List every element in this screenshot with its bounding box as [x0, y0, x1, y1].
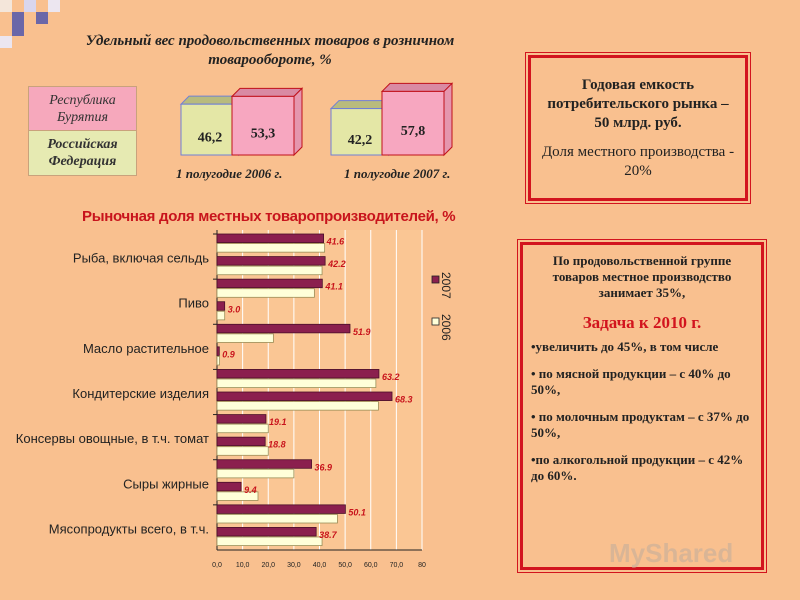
x-tick-label: 50,0: [338, 562, 352, 569]
x-tick-label: 80: [418, 562, 426, 569]
category-label: Сыры жирные: [123, 476, 209, 492]
bar-value-label: 51.9: [352, 326, 371, 337]
bar-2007: [217, 347, 219, 356]
market-capacity-text: Годовая емкость потребительского рынка – 50 млрд. руб.: [547, 77, 729, 131]
bar-2007: [217, 437, 265, 446]
bar-2006: [217, 537, 322, 546]
legend-label-2007: 2007: [439, 272, 453, 299]
category-label: Рыба, включая сельдь: [72, 250, 209, 266]
bar-2007: [217, 302, 225, 311]
period-2006-label: 1 полугодие 2006 г.: [176, 166, 283, 181]
x-tick-label: 60,0: [363, 562, 378, 569]
task-title: Задача к 2010 г.: [582, 313, 702, 332]
bar-value-label: 19.1: [268, 417, 287, 428]
bar-2007: [217, 324, 350, 333]
task-intro: По продовольственной группе товаров местное производство занимает 35%,: [552, 253, 732, 300]
bar-2006: [217, 266, 322, 275]
bar-2006: [217, 311, 225, 320]
bar-2007: [217, 482, 241, 491]
task-item: • по мясной продукции – с 40% до 50%,: [531, 366, 731, 397]
x-tick-label: 70,0: [389, 562, 404, 569]
category-label: Пиво: [178, 295, 209, 311]
top-bar-top-face: [382, 83, 452, 91]
top-bar-label: 53,3: [250, 126, 276, 142]
bar-value-label: 38.7: [319, 530, 337, 541]
category-label: Консервы овощные, в т.ч. томат: [15, 431, 209, 447]
top-bar: [382, 91, 444, 155]
x-tick-label: 30,0: [287, 562, 301, 569]
top-bar-label: 57,8: [400, 124, 426, 140]
bar-2007: [217, 415, 266, 424]
bar-2006: [217, 244, 325, 253]
legend-buryatia: Республика Бурятия: [28, 86, 137, 131]
bar-2006: [217, 356, 220, 365]
bar-2007: [217, 257, 325, 266]
bar-value-label: 42.2: [328, 259, 346, 270]
bar-2007: [217, 279, 322, 288]
top-bar: [331, 109, 389, 155]
bar-2006: [217, 424, 268, 433]
top-chart-title: Удельный вес продовольственных товаров в розничном товарообороте, %: [85, 33, 455, 68]
top-bar: [232, 96, 294, 155]
task-item: •увеличить до 45%, в том числе: [531, 339, 719, 354]
period-2007-label: 1 полугодие 2007 г.: [344, 166, 451, 181]
bar-2006: [217, 402, 378, 411]
main-chart-title: Рыночная доля местных товаропроизводителей, %: [82, 208, 456, 225]
x-tick-label: 20,0: [261, 562, 276, 569]
bar-2007: [217, 505, 345, 514]
top-bar-label: 42,2: [347, 132, 373, 148]
x-tick-label: 10,0: [235, 562, 250, 569]
bar-2006: [217, 334, 273, 343]
watermark: MyShared: [609, 538, 734, 568]
bar-value-label: 41.6: [326, 236, 345, 247]
bar-value-label: 36.9: [314, 462, 333, 473]
top-bar-label: 46,2: [197, 130, 223, 146]
bar-value-label: 41.1: [325, 281, 343, 292]
x-tick-label: 0,0: [212, 562, 222, 569]
top-bar-side-face: [444, 83, 452, 155]
bar-value-label: 18.8: [268, 439, 286, 450]
top-bar: [181, 104, 239, 155]
task-item: •по алкогольной продукции – с 42% до 60%.: [531, 452, 744, 483]
bar-2007: [217, 234, 324, 243]
legend-swatch-2007: [432, 276, 439, 283]
top-bar-top-face: [232, 88, 302, 96]
legend-label-2006: 2006: [439, 314, 453, 341]
legend-swatch-2006: [432, 318, 439, 325]
category-label: Мясопродукты всего, в т.ч.: [48, 521, 209, 537]
local-share-text: Доля местного производства - 20%: [541, 144, 735, 179]
bar-2007: [217, 460, 312, 469]
bar-value-label: 3.0: [227, 304, 241, 315]
bar-2007: [217, 527, 316, 536]
bar-2006: [217, 469, 294, 478]
bar-value-label: 0.9: [222, 349, 235, 360]
category-label: Кондитерские изделия: [72, 386, 209, 401]
task-item: • по молочным продуктам – с 37% до 50%,: [531, 409, 750, 440]
bar-value-label: 9.4: [244, 484, 257, 495]
bar-value-label: 63.2: [381, 372, 400, 383]
bar-2006: [217, 447, 268, 456]
bar-2006: [217, 379, 376, 388]
bar-2006: [217, 514, 337, 523]
top-bar-side-face: [294, 88, 302, 155]
category-label: Масло растительное: [82, 340, 209, 356]
bar-2007: [217, 369, 379, 378]
bar-value-label: 68.3: [395, 394, 413, 405]
legend-russia: Российская Федерация: [28, 130, 137, 176]
bar-2006: [217, 289, 314, 298]
bar-value-label: 50.1: [348, 507, 366, 518]
bar-2007: [217, 392, 392, 401]
x-tick-label: 40,0: [312, 562, 327, 569]
